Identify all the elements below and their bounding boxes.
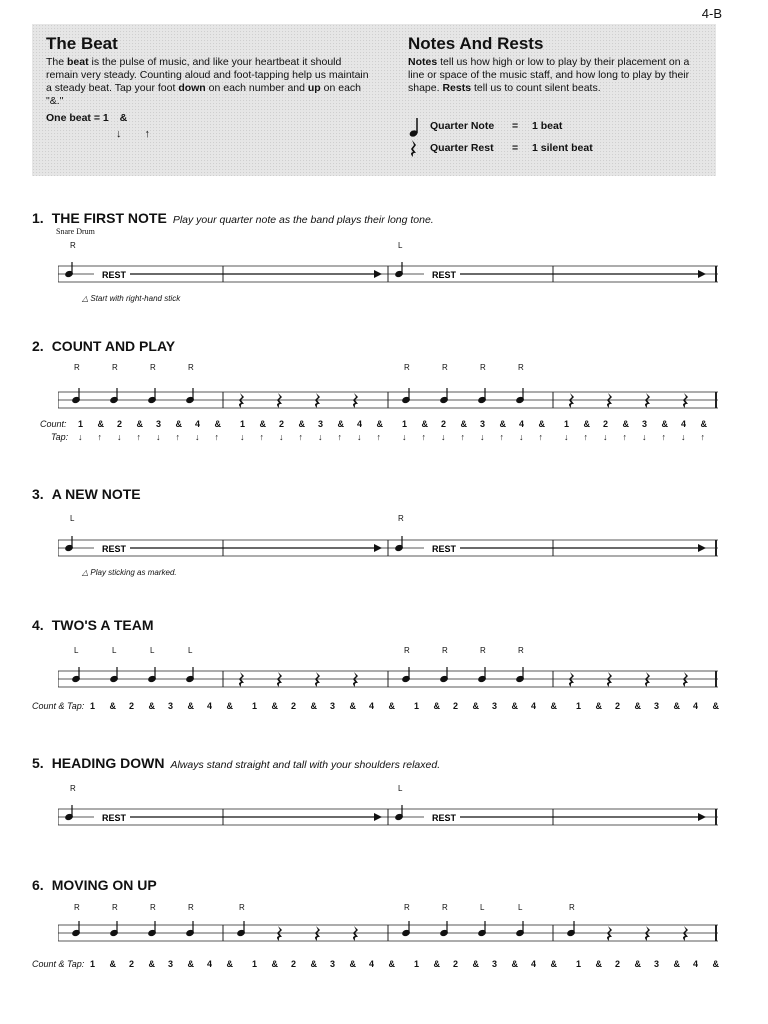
count-value: & xyxy=(187,701,194,711)
exercise-number: 5. xyxy=(32,755,44,771)
quarter-note-value: 1 beat xyxy=(532,120,563,132)
rest-label: REST xyxy=(102,544,127,554)
sticking-mark: R xyxy=(518,363,524,372)
sticking-mark: R xyxy=(480,646,486,655)
sticking-mark: R xyxy=(442,363,448,372)
quarter-rest xyxy=(353,672,358,687)
quarter-note xyxy=(566,921,576,937)
count-value: & xyxy=(634,959,641,969)
count-value: 2 xyxy=(615,701,621,711)
count-value: 2 xyxy=(279,419,285,429)
count-value: & xyxy=(421,419,428,429)
tap-arrow: ↑ xyxy=(460,432,465,442)
count-value: & xyxy=(550,959,557,969)
exercise-description: Play your quarter note as the band plays their long tone. xyxy=(172,214,434,226)
count-value: 3 xyxy=(654,959,660,969)
count-value: & xyxy=(472,701,479,711)
notes-section xyxy=(408,34,708,154)
staff-svg xyxy=(58,536,718,564)
count-value: 3 xyxy=(168,959,174,969)
count-label: Count & Tap: xyxy=(32,959,85,969)
exercise-title: HEADING DOWN xyxy=(51,755,165,771)
count-value: 1 xyxy=(90,701,96,711)
sticking-mark: R xyxy=(74,903,80,912)
quarter-rest-name: Quarter Rest xyxy=(430,142,494,154)
rest-label: REST xyxy=(432,813,457,823)
count-value: 4 xyxy=(369,959,375,969)
exercise-3 xyxy=(32,486,718,577)
quarter-note-equals: = xyxy=(512,120,519,132)
music-staff xyxy=(58,667,718,687)
sticking-mark: L xyxy=(188,646,193,655)
count-value: 2 xyxy=(291,959,297,969)
count-value: 3 xyxy=(330,701,336,711)
quarter-note xyxy=(477,921,487,937)
count-value: & xyxy=(148,701,155,711)
tap-arrow: ↓ xyxy=(357,432,362,442)
count-value: & xyxy=(433,959,440,969)
beat-text-part: The xyxy=(46,56,68,68)
tap-arrow: ↑ xyxy=(376,432,381,442)
count-value: 4 xyxy=(369,701,375,711)
quarter-rest xyxy=(645,672,650,687)
tap-arrow: ↑ xyxy=(538,432,543,442)
count-value: 2 xyxy=(291,701,297,711)
quarter-note xyxy=(515,388,525,404)
count-value: 3 xyxy=(168,701,174,711)
sticking-mark: R xyxy=(404,363,410,372)
quarter-note xyxy=(439,667,449,683)
quarter-note xyxy=(71,921,81,937)
quarter-rest xyxy=(607,393,612,408)
tap-arrow: ↑ xyxy=(622,432,627,442)
tap-arrow: ↓ xyxy=(78,432,83,442)
count-value: & xyxy=(337,419,344,429)
sticking-mark: L xyxy=(112,646,117,655)
count-value: 1 xyxy=(576,959,582,969)
instrument-label: Snare Drum xyxy=(56,227,95,236)
count-value: & xyxy=(472,959,479,969)
tap-arrow: ↓ xyxy=(117,432,122,442)
count-value: & xyxy=(673,701,680,711)
quarter-rest xyxy=(607,926,612,941)
tap-arrow: ↓ xyxy=(603,432,608,442)
sticking-mark: R xyxy=(112,363,118,372)
tap-arrow: ↓ xyxy=(519,432,524,442)
sticking-mark: R xyxy=(569,903,575,912)
quarter-note xyxy=(236,921,246,937)
quarter-note xyxy=(147,921,157,937)
sticking-mark: R xyxy=(70,784,76,793)
beat-text xyxy=(46,56,376,108)
exercise-footnote: △ Play sticking as marked. xyxy=(82,568,177,577)
tap-arrow: ↓ xyxy=(240,432,245,442)
quarter-note xyxy=(515,921,525,937)
quarter-note xyxy=(71,667,81,683)
count-row xyxy=(32,959,84,969)
tap-arrow: ↑ xyxy=(583,432,588,442)
quarter-rest xyxy=(277,393,282,408)
count-value: & xyxy=(271,701,278,711)
tap-arrow: ↑ xyxy=(298,432,303,442)
count-value: & xyxy=(460,419,467,429)
count-value: & xyxy=(310,959,317,969)
count-value: 2 xyxy=(603,419,609,429)
count-value: 2 xyxy=(129,701,135,711)
count-value: & xyxy=(148,959,155,969)
staff-svg xyxy=(58,805,718,833)
music-staff xyxy=(58,536,718,556)
exercise-6 xyxy=(32,877,719,969)
count-value: 2 xyxy=(117,419,123,429)
sticking-mark: L xyxy=(518,903,523,912)
count-value: 3 xyxy=(330,959,336,969)
notes-text-bold: Notes xyxy=(408,56,438,68)
exercise-title: COUNT AND PLAY xyxy=(51,338,176,354)
count-value: 3 xyxy=(642,419,648,429)
count-label: Count: xyxy=(40,419,67,429)
tap-arrow: ↓ xyxy=(441,432,446,442)
beat-title: The Beat xyxy=(46,34,118,53)
sticking-mark: R xyxy=(404,646,410,655)
music-staff xyxy=(58,921,718,941)
count-value: & xyxy=(388,959,395,969)
quarter-rest xyxy=(277,926,282,941)
footnote-text: Play sticking as marked. xyxy=(90,568,177,577)
quarter-rest-equals: = xyxy=(512,142,519,154)
count-value: 1 xyxy=(564,419,570,429)
count-value: 4 xyxy=(531,701,537,711)
sticking-mark: R xyxy=(188,363,194,372)
quarter-rest xyxy=(569,393,574,408)
music-staff xyxy=(58,805,718,825)
sticking-mark: R xyxy=(480,363,486,372)
exercise-title: A NEW NOTE xyxy=(51,486,141,502)
quarter-note xyxy=(109,667,119,683)
exercise-2-title xyxy=(32,338,718,354)
count-value: & xyxy=(511,701,518,711)
tap-arrow: ↑ xyxy=(97,432,102,442)
count-value: & xyxy=(136,419,143,429)
quarter-note xyxy=(185,667,195,683)
count-value: & xyxy=(271,959,278,969)
count-value: & xyxy=(187,959,194,969)
count-value: 3 xyxy=(318,419,324,429)
tap-arrow: ↓ xyxy=(195,432,200,442)
footnote-text: Start with right-hand stick xyxy=(90,294,181,303)
tap-arrow: ↑ xyxy=(175,432,180,442)
quarter-note xyxy=(439,388,449,404)
count-value: 4 xyxy=(207,701,213,711)
exercise-1 xyxy=(32,210,718,303)
count-value: & xyxy=(550,701,557,711)
sticking-mark: R xyxy=(112,903,118,912)
beat-text-bold: down xyxy=(178,82,206,94)
count-value: & xyxy=(661,419,668,429)
sticking-mark: R xyxy=(70,241,76,250)
tap-arrow: ↓ xyxy=(279,432,284,442)
tap-arrow: ↑ xyxy=(337,432,342,442)
sticking-mark: R xyxy=(150,363,156,372)
count-value: & xyxy=(97,419,104,429)
count-value: & xyxy=(538,419,545,429)
count-value: & xyxy=(226,701,233,711)
count-value: 1 xyxy=(576,701,582,711)
notes-text xyxy=(408,56,708,95)
tap-arrow: ↑ xyxy=(214,432,219,442)
count-row xyxy=(32,701,84,711)
quarter-note xyxy=(477,388,487,404)
count-value: & xyxy=(634,701,641,711)
count-value: & xyxy=(595,959,602,969)
exercise-number: 6. xyxy=(32,877,44,893)
count-value: & xyxy=(298,419,305,429)
tap-arrow: ↑ xyxy=(259,432,264,442)
count-value: & xyxy=(595,701,602,711)
count-value: 1 xyxy=(402,419,408,429)
count-value: & xyxy=(583,419,590,429)
one-beat-line xyxy=(46,112,376,124)
count-value: & xyxy=(109,959,116,969)
count-value: 3 xyxy=(156,419,162,429)
exercise-title: THE FIRST NOTE xyxy=(51,210,167,226)
sticking-mark: R xyxy=(518,646,524,655)
quarter-rest xyxy=(645,926,650,941)
count-value: 2 xyxy=(615,959,621,969)
sticking-mark: R xyxy=(398,514,404,523)
count-value: 1 xyxy=(78,419,84,429)
count-value: 4 xyxy=(519,419,525,429)
sticking-mark: R xyxy=(442,903,448,912)
staff-svg xyxy=(58,667,718,695)
beat-text-part: on each "&." xyxy=(46,82,362,107)
rest-label: REST xyxy=(102,270,127,280)
quarter-note xyxy=(109,921,119,937)
quarter-note xyxy=(147,388,157,404)
sticking-mark: L xyxy=(150,646,155,655)
count-value: 4 xyxy=(207,959,213,969)
beat-section xyxy=(46,34,376,140)
count-row xyxy=(40,419,67,429)
rest-label: REST xyxy=(432,544,457,554)
exercise-3-title xyxy=(32,486,718,502)
count-value: 1 xyxy=(240,419,246,429)
exercise-number: 4. xyxy=(32,617,44,633)
count-value: & xyxy=(712,701,719,711)
count-value: 3 xyxy=(492,959,498,969)
count-value: 2 xyxy=(453,701,459,711)
count-value: 2 xyxy=(129,959,135,969)
count-value: 2 xyxy=(441,419,447,429)
count-value: 4 xyxy=(357,419,363,429)
count-value: & xyxy=(673,959,680,969)
quarter-note xyxy=(401,921,411,937)
count-value: 4 xyxy=(693,959,699,969)
tap-arrow: ↓ xyxy=(318,432,323,442)
count-value: 3 xyxy=(480,419,486,429)
staff-svg xyxy=(58,388,718,416)
quarter-rest xyxy=(683,672,688,687)
tap-arrow: ↓ xyxy=(681,432,686,442)
quarter-note xyxy=(185,921,195,937)
page-number: 4-B xyxy=(701,6,722,21)
count-value: 4 xyxy=(693,701,699,711)
count-value: 3 xyxy=(654,701,660,711)
count-value: & xyxy=(712,959,719,969)
quarter-note xyxy=(477,667,487,683)
notes-title: Notes And Rests xyxy=(408,34,544,53)
count-value: & xyxy=(376,419,383,429)
count-value: 3 xyxy=(492,701,498,711)
sticking-mark: R xyxy=(239,903,245,912)
quarter-rest xyxy=(569,672,574,687)
notes-text-bold: Rests xyxy=(442,82,472,94)
notes-text-part: tell us to count silent beats. xyxy=(471,82,601,94)
exercise-number: 2. xyxy=(32,338,44,354)
tap-arrow: ↓ xyxy=(156,432,161,442)
beat-text-bold: beat xyxy=(67,56,89,68)
rest-label: REST xyxy=(432,270,457,280)
count-value: & xyxy=(310,701,317,711)
exercise-title: MOVING ON UP xyxy=(51,877,157,893)
exercise-number: 1. xyxy=(32,210,44,226)
exercise-4 xyxy=(32,617,719,711)
staff-svg xyxy=(58,262,718,290)
tap-label: Tap: xyxy=(51,432,69,442)
count-value: 2 xyxy=(453,959,459,969)
exercise-6-title xyxy=(32,877,718,893)
notes-text-part: tell us how high or low to play by their placement on a line or space of the music staff, and how long to play by their shape. xyxy=(408,56,690,94)
tap-arrow: ↑ xyxy=(700,432,705,442)
exercise-title: TWO'S A TEAM xyxy=(51,617,154,633)
count-value: & xyxy=(700,419,707,429)
sticking-mark: L xyxy=(70,514,75,523)
tap-arrows: ↓ ↑ xyxy=(116,128,161,140)
quarter-rest xyxy=(239,672,244,687)
count-value: & xyxy=(388,701,395,711)
rest-label: REST xyxy=(102,813,127,823)
quarter-rest xyxy=(645,393,650,408)
sticking-mark: R xyxy=(150,903,156,912)
exercise-footnote: △ Start with right-hand stick xyxy=(82,294,181,303)
sticking-mark: R xyxy=(74,363,80,372)
tap-arrow: ↓ xyxy=(642,432,647,442)
sticking-mark: L xyxy=(398,241,403,250)
tap-row xyxy=(51,432,68,442)
exercise-5 xyxy=(32,755,718,823)
sticking-mark: L xyxy=(480,903,485,912)
exercise-number: 3. xyxy=(32,486,44,502)
count-value: & xyxy=(499,419,506,429)
exercise-1-title xyxy=(32,210,718,226)
count-value: 1 xyxy=(252,701,258,711)
count-value: & xyxy=(433,701,440,711)
staff-svg xyxy=(58,921,718,949)
count-value: 4 xyxy=(531,959,537,969)
quarter-note xyxy=(185,388,195,404)
sticking-mark: L xyxy=(74,646,79,655)
quarter-note xyxy=(109,388,119,404)
tap-arrow: ↑ xyxy=(661,432,666,442)
quarter-note xyxy=(401,388,411,404)
count-value: & xyxy=(175,419,182,429)
info-box xyxy=(32,24,716,176)
quarter-rest xyxy=(683,393,688,408)
count-value: 1 xyxy=(252,959,258,969)
quarter-note xyxy=(147,667,157,683)
quarter-rest xyxy=(353,926,358,941)
beat-text-part: on each number and xyxy=(205,82,308,94)
music-staff xyxy=(58,388,718,408)
quarter-note xyxy=(401,667,411,683)
tap-arrow: ↑ xyxy=(499,432,504,442)
count-value: 1 xyxy=(414,701,420,711)
sticking-mark: R xyxy=(188,903,194,912)
count-value: 1 xyxy=(90,959,96,969)
count-value: & xyxy=(622,419,629,429)
exercise-description: Always stand straight and tall with your shoulders relaxed. xyxy=(170,759,441,771)
count-value: & xyxy=(349,959,356,969)
exercise-4-title xyxy=(32,617,718,633)
one-beat-and: & xyxy=(119,112,128,124)
exercise-2 xyxy=(32,338,718,442)
exercise-5-title xyxy=(32,755,718,771)
tap-arrow: ↓ xyxy=(402,432,407,442)
count-label: Count & Tap: xyxy=(32,701,85,711)
sticking-mark: R xyxy=(404,903,410,912)
quarter-rest xyxy=(315,926,320,941)
quarter-note xyxy=(439,921,449,937)
count-value: & xyxy=(109,701,116,711)
count-value: 4 xyxy=(195,419,201,429)
quarter-rest-value: 1 silent beat xyxy=(532,142,593,154)
count-value: & xyxy=(349,701,356,711)
tap-arrow: ↓ xyxy=(480,432,485,442)
sticking-mark: R xyxy=(442,646,448,655)
tap-arrow: ↓ xyxy=(564,432,569,442)
beat-text-part: is the pulse of music, and like your heartbeat it should remain very steady. Counting aloud and foot-tapping help us maintain a steady beat. Tap your foot xyxy=(46,56,369,94)
quarter-rest xyxy=(353,393,358,408)
quarter-rest xyxy=(239,393,244,408)
quarter-rest-icon xyxy=(408,138,420,163)
beat-text-bold: up xyxy=(307,82,321,94)
tap-arrow: ↑ xyxy=(421,432,426,442)
quarter-note xyxy=(71,388,81,404)
one-beat-label: One beat = 1 xyxy=(46,112,109,124)
count-value: & xyxy=(214,419,221,429)
quarter-rest xyxy=(607,672,612,687)
count-value: & xyxy=(259,419,266,429)
count-value: 4 xyxy=(681,419,687,429)
tap-arrow: ↑ xyxy=(136,432,141,442)
quarter-note-name: Quarter Note xyxy=(430,120,495,132)
quarter-rest xyxy=(683,926,688,941)
quarter-note xyxy=(515,667,525,683)
quarter-rest xyxy=(315,393,320,408)
quarter-rest xyxy=(277,672,282,687)
count-value: & xyxy=(511,959,518,969)
count-value: & xyxy=(226,959,233,969)
count-value: 1 xyxy=(414,959,420,969)
sticking-mark: L xyxy=(398,784,403,793)
music-staff xyxy=(58,262,718,282)
quarter-rest xyxy=(315,672,320,687)
